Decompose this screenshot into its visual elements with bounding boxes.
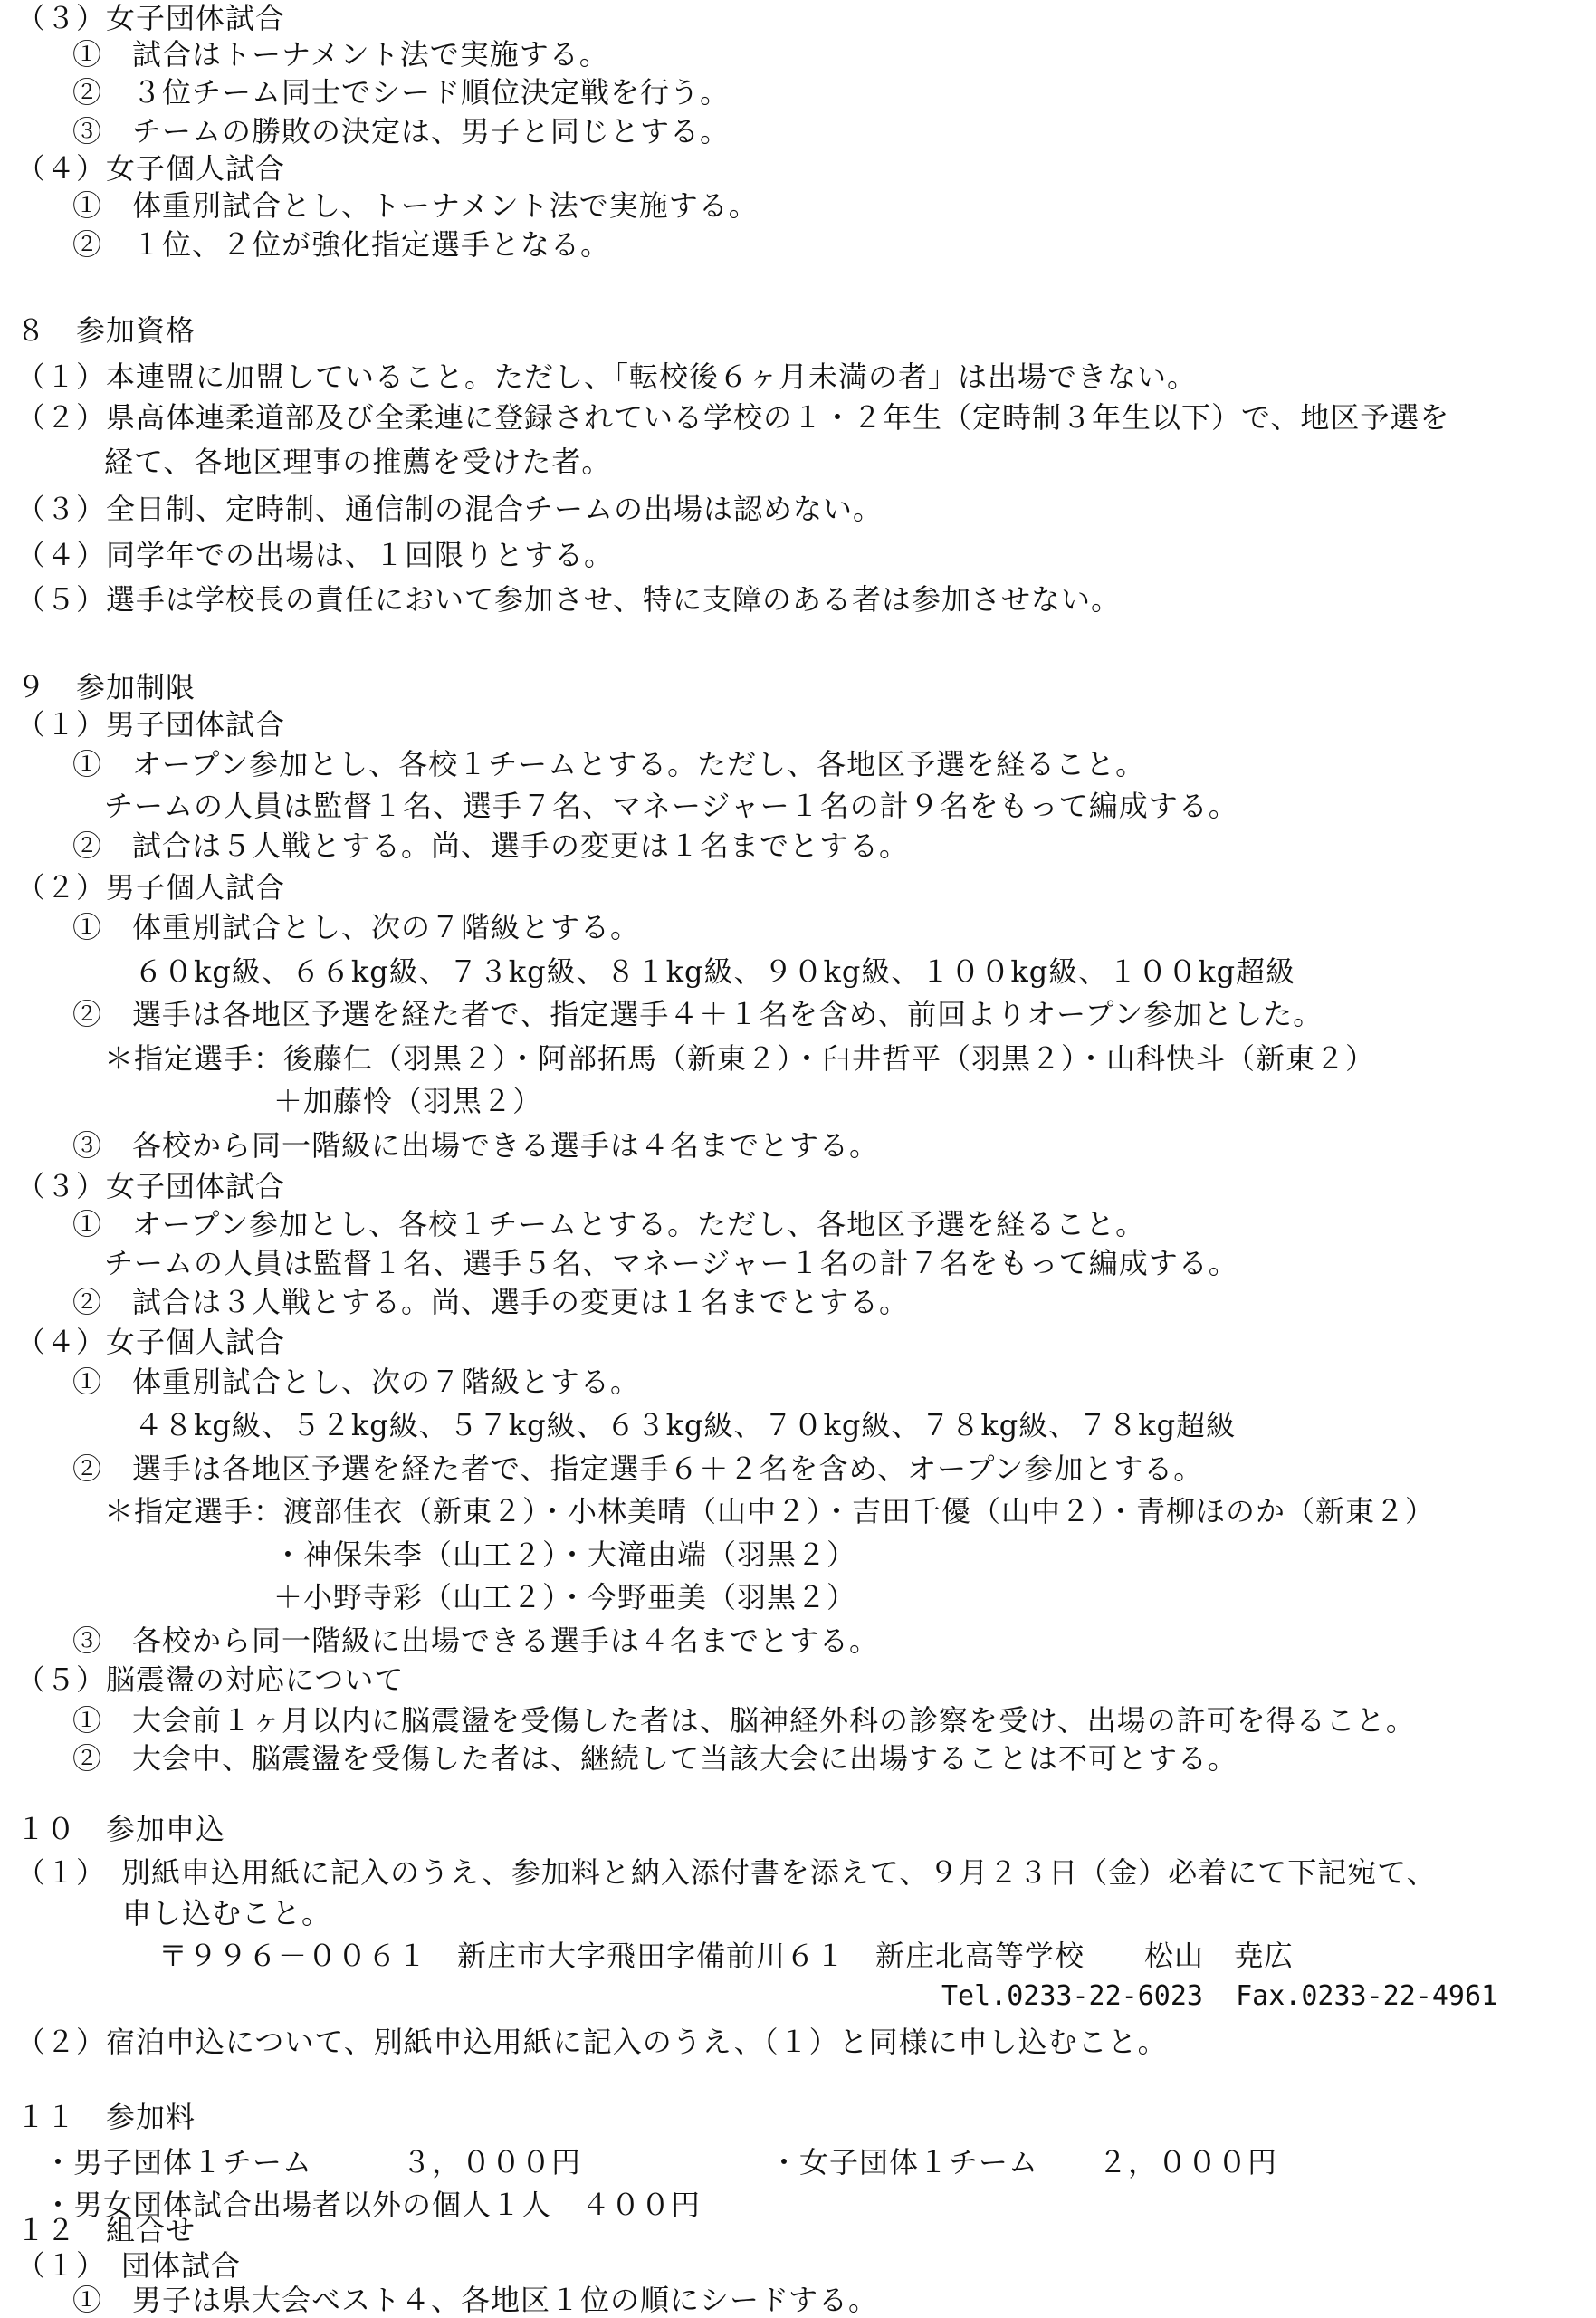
designated-players: ・神保朱李（山工２）・大滝由端（羽黒２） [273, 1537, 857, 1572]
designated-players: ＊指定選手：後藤仁（羽黒２）・阿部拓馬（新東２）・臼井哲平（羽黒２）・山科快斗（新東２） [104, 1041, 1376, 1076]
section-title: １０ 参加申込 [16, 1812, 226, 1846]
section-title: １２ 組合せ [16, 2213, 196, 2247]
paragraph-line: （３）全日制、定時制、通信制の混合チームの出場は認めない。 [16, 492, 884, 526]
list-item: ① オープン参加とし、各校１チームとする。ただし、各地区予選を経ること。 [72, 747, 1146, 781]
paragraph-line: （５）選手は学校長の責任において参加させ、特に支障のある者は参加させない。 [16, 582, 1122, 617]
contact-line: Tel.0233-22-6023 Fax.0233-22-4961 [941, 1980, 1498, 2012]
list-item: ② 大会中、脳震盪を受傷した者は、継続して当該大会に出場することは不可とする。 [72, 1741, 1238, 1776]
list-item: ② 選手は各地区予選を経た者で、指定選手４＋１名を含め、前回よりオープン参加とした。 [72, 997, 1324, 1031]
designated-players: ＋小野寺彩（山工２）・今野亜美（羽黒２） [273, 1580, 857, 1614]
list-item: ① オープン参加とし、各校１チームとする。ただし、各地区予選を経ること。 [72, 1207, 1146, 1241]
paragraph-line: （４）同学年での出場は、１回限りとする。 [16, 538, 615, 572]
list-item: チームの人員は監督１名、選手７名、マネージャー１名の計９名をもって編成する。 [104, 789, 1238, 823]
list-item: ① 大会前１ヶ月以内に脳震盪を受傷した者は、脳神経外科の診察を受け、出場の許可を得ること。 [72, 1703, 1416, 1738]
fee-item: ・男女団体試合出場者以外の個人１人 ４００円 [43, 2188, 702, 2222]
list-item: ③ 各校から同一階級に出場できる選手は４名までとする。 [72, 1624, 880, 1658]
paragraph-line: （２）宿泊申込について、別紙申込用紙に記入のうえ、（１）と同様に申し込むこと。 [16, 2025, 1168, 2059]
section-heading: （４）女子個人試合 [16, 1325, 286, 1359]
paragraph-line: 申し込むこと。 [122, 1896, 332, 1930]
list-item: ③ チームの勝敗の決定は、男子と同じとする。 [72, 114, 731, 148]
list-item: ① 体重別試合とし、次の７階級とする。 [72, 1365, 641, 1399]
section-heading: （２）男子個人試合 [16, 870, 286, 905]
section-heading: （５）脳震盪の対応について [16, 1662, 405, 1697]
designated-players: ＋加藤怜（羽黒２） [273, 1084, 543, 1118]
section-heading: （４）女子個人試合 [16, 151, 286, 186]
section-title: ８ 参加資格 [16, 313, 196, 348]
weight-class-list: ４８kg級、５２kg級、５７kg級、６３kg級、７０kg級、７８kg級、７８kg超級 [134, 1408, 1237, 1442]
section-title: １１ 参加料 [16, 2100, 196, 2134]
list-item: ③ 各校から同一階級に出場できる選手は４名までとする。 [72, 1128, 880, 1163]
list-item: ② ３位チーム同士でシード順位決定戦を行う。 [72, 75, 731, 110]
paragraph-line: （１）本連盟に加盟していること。ただし、「転校後６ヶ月未満の者」は出場できない。 [16, 359, 1198, 394]
list-item: チームの人員は監督１名、選手５名、マネージャー１名の計７名をもって編成する。 [104, 1246, 1238, 1280]
list-item: ① 体重別試合とし、次の７階級とする。 [72, 910, 641, 944]
fee-item: ・男子団体１チーム ３，０００円 [43, 2145, 582, 2179]
section-heading: （１）男子団体試合 [16, 707, 286, 742]
section-heading: （３）女子団体試合 [16, 1, 286, 35]
list-item: ② 試合は５人戦とする。尚、選手の変更は１名までとする。 [72, 829, 910, 863]
list-item: ② １位、２位が強化指定選手となる。 [72, 227, 611, 262]
list-item: ① 男子は県大会ベスト４、各地区１位の順にシードする。 [72, 2283, 879, 2317]
paragraph-line: （１） 別紙申込用紙に記入のうえ、参加料と納入添付書を添えて、９月２３日（金）必着にて下記宛て、 [16, 1855, 1437, 1890]
section-title: ９ 参加制限 [16, 670, 196, 704]
paragraph-line: 経て、各地区理事の推薦を受けた者。 [104, 445, 612, 479]
list-item: ① 試合はトーナメント法で実施する。 [72, 37, 609, 72]
address-line: 〒９９６－００６１ 新庄市大字飛田字備前川６１ 新庄北高等学校 松山 尭広 [158, 1939, 1295, 1973]
paragraph-line: （２）県高体連柔道部及び全柔連に登録されている学校の１・２年生（定時制３年生以下）で、地区予選を [16, 400, 1450, 435]
list-item: ② 選手は各地区予選を経た者で、指定選手６＋２名を含め、オープン参加とする。 [72, 1451, 1204, 1486]
list-item: ② 試合は３人戦とする。尚、選手の変更は１名までとする。 [72, 1285, 910, 1319]
designated-players: ＊指定選手：渡部佳衣（新東２）・小林美晴（山中２）・吉田千優（山中２）・青柳ほのか（新東２） [104, 1494, 1436, 1528]
fee-item: ・女子団体１チーム ２，０００円 [769, 2145, 1278, 2179]
section-heading: （３）女子団体試合 [16, 1169, 286, 1203]
section-heading: （１） 団体試合 [16, 2248, 242, 2283]
list-item: ① 体重別試合とし、トーナメント法で実施する。 [72, 188, 759, 223]
weight-class-list: ６０kg級、６６kg級、７３kg級、８１kg級、９０kg級、１００kg級、１００kg超級 [134, 954, 1296, 989]
